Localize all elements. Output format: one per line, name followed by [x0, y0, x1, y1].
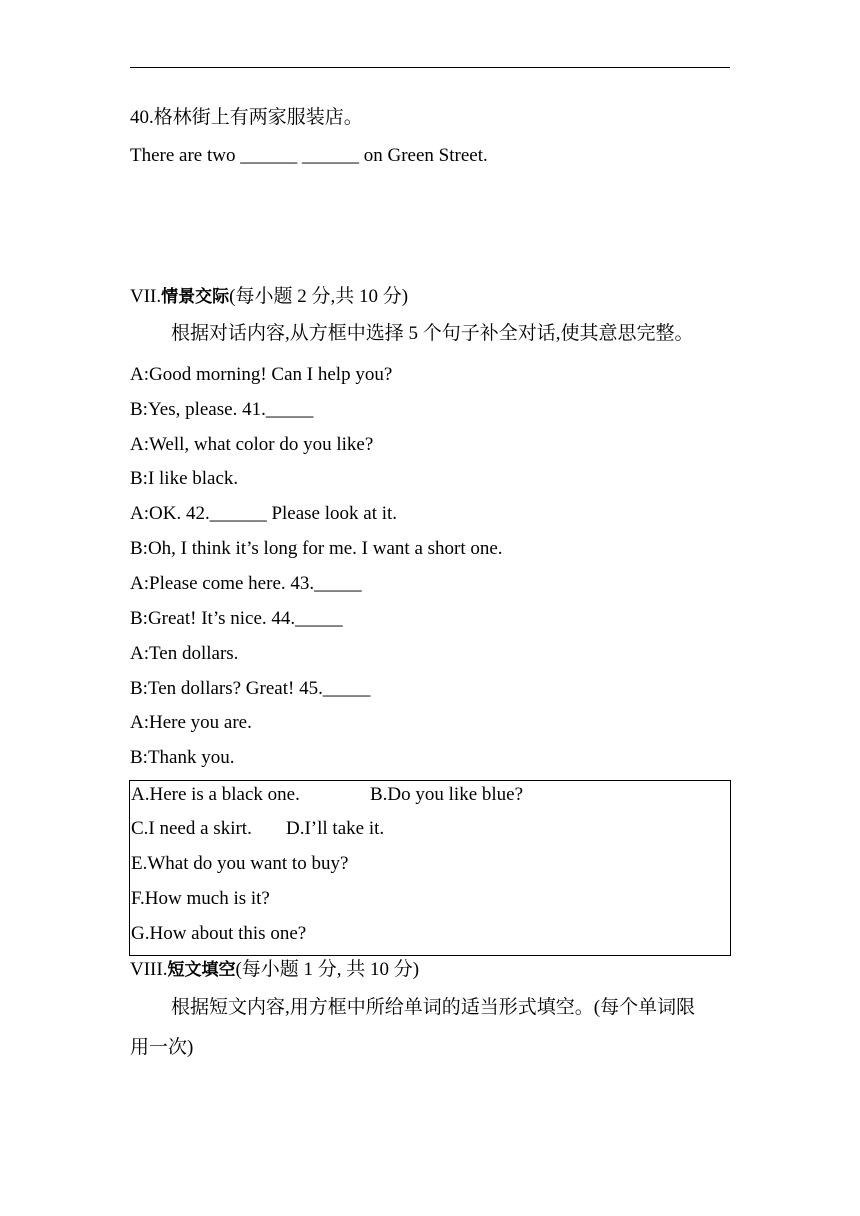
- section7-title-prefix: VII.: [130, 286, 162, 307]
- section8-instruction-line2: 用一次): [130, 1037, 194, 1058]
- dialogue-line: [130, 572, 362, 596]
- dialogue-text: A:Good morning! Can I help you?: [130, 364, 393, 385]
- dialogue-text: A:Ten dollars.: [130, 643, 239, 664]
- section8-title-prefix: VIII.: [130, 959, 168, 980]
- option-a: A.Here is a black one.: [131, 784, 300, 805]
- q40-prompt: 40.格林街上有两家服装店。: [130, 107, 363, 128]
- dialogue-text: A:Please come here. 43.: [130, 573, 315, 594]
- dialogue-line: [130, 677, 370, 701]
- dialogue-text: A:Here you are.: [130, 712, 252, 733]
- dialogue-text: B:Yes, please. 41.: [130, 399, 266, 420]
- answer-blank-44[interactable]: _____: [295, 608, 343, 629]
- section7-title: [130, 285, 408, 309]
- dialogue-text: B:Ten dollars? Great! 45.: [130, 678, 323, 699]
- section8-title: [130, 958, 419, 982]
- dialogue-text: A:OK. 42.______ Please look at it.: [130, 503, 398, 524]
- dialogue-line: [130, 607, 343, 631]
- dialogue-line: [130, 398, 313, 422]
- dialogue-text: B:I like black.: [130, 468, 239, 489]
- option-d: D.I’ll take it.: [286, 818, 385, 839]
- option-b: B.Do you like blue?: [370, 784, 524, 805]
- section7-title-score: (每小题 2 分,共 10 分): [229, 286, 409, 307]
- dialogue-line: [130, 746, 235, 770]
- section7-instruction: 根据对话内容,从方框中选择 5 个句子补全对话,使其意思完整。: [171, 323, 694, 344]
- dialogue-line: [130, 433, 373, 457]
- section8-instruction-line1: 根据短文内容,用方框中所给单词的适当形式填空。(每个单词限: [171, 997, 696, 1018]
- dialogue-line: [130, 711, 252, 735]
- section8-title-cn: 短文填空: [167, 960, 236, 980]
- answer-blank-41[interactable]: _____: [265, 399, 314, 420]
- answer-blank-43[interactable]: _____: [314, 573, 362, 594]
- section7-title-cn: 情景交际: [161, 287, 230, 307]
- option-g: G.How about this one?: [131, 923, 307, 944]
- dialogue-line: [130, 363, 392, 387]
- dialogue-text: A:Well, what color do you like?: [130, 434, 374, 455]
- answer-blank-45[interactable]: _____: [322, 678, 371, 699]
- section8-title-score: (每小题 1 分, 共 10 分): [235, 959, 420, 980]
- dialogue-line: [130, 467, 238, 491]
- dialogue-text: B:Thank you.: [130, 747, 235, 768]
- dialogue-text: B:Great! It’s nice. 44.: [130, 608, 296, 629]
- option-c: C.I need a skirt.: [131, 818, 252, 839]
- dialogue-text: B:Oh, I think it’s long for me. I want a short one.: [130, 538, 503, 559]
- q40-answer-line: There are two ______ ______ on Green Street.: [130, 145, 488, 166]
- dialogue-line: [130, 642, 238, 666]
- option-e: E.What do you want to buy?: [131, 853, 349, 874]
- dialogue-line: [130, 502, 397, 526]
- header-rule: [130, 67, 730, 68]
- dialogue-line: [130, 537, 503, 561]
- options-box: [129, 780, 731, 956]
- option-f: F.How much is it?: [131, 888, 270, 909]
